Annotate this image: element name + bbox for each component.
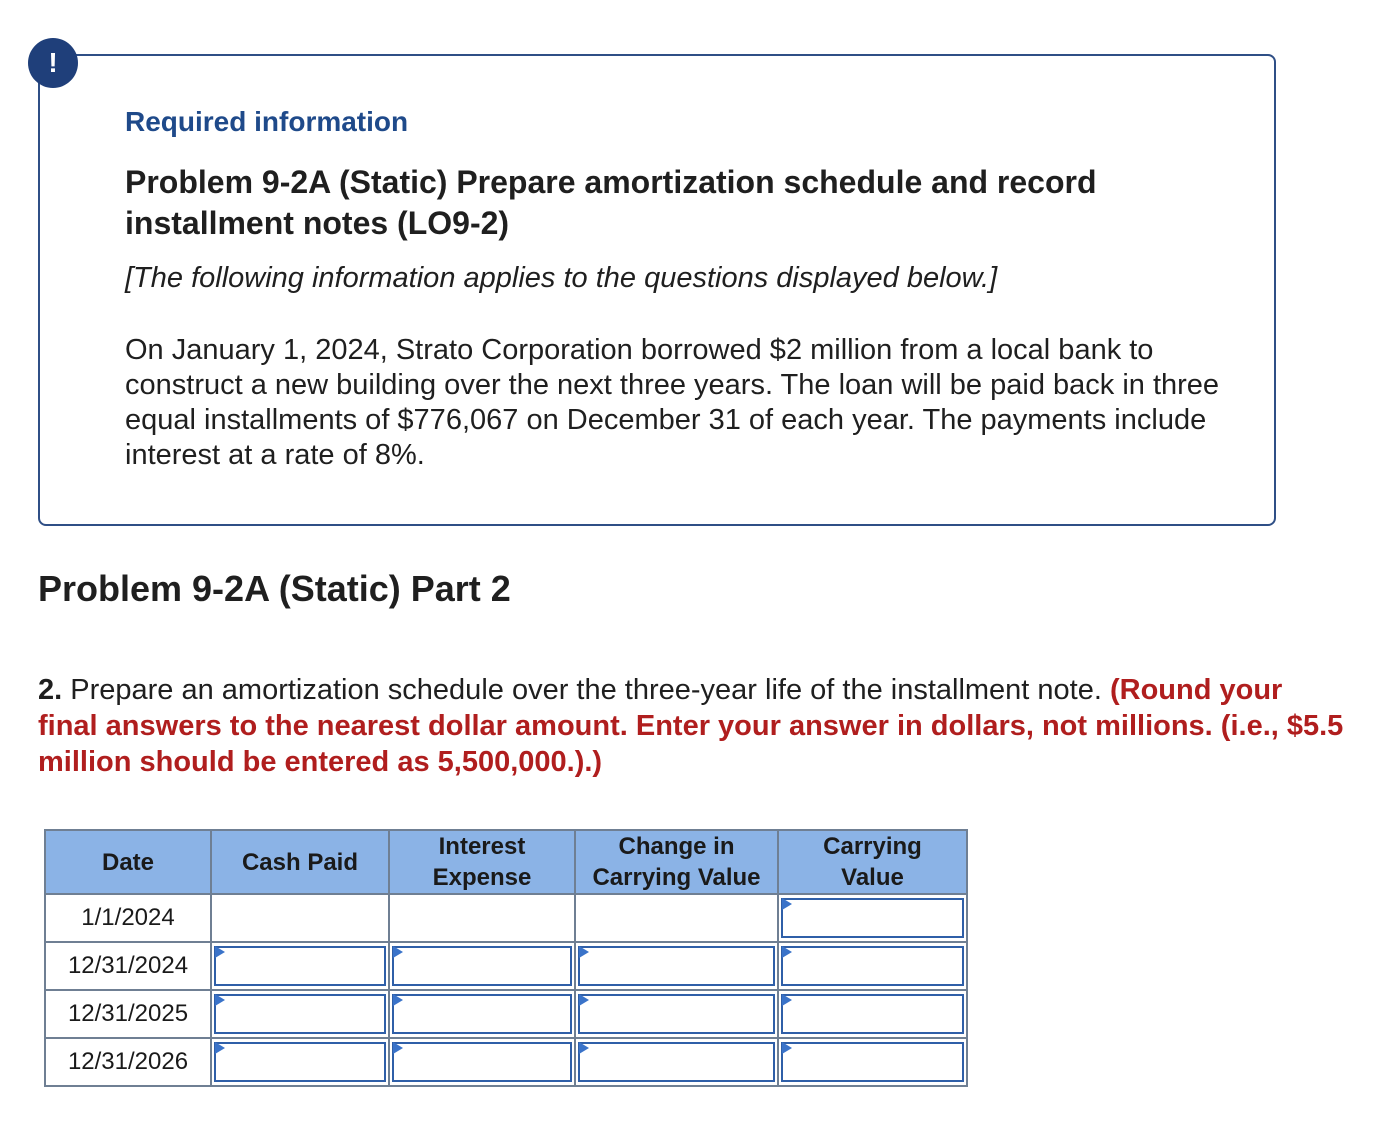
header-interest-line2: Expense [432, 864, 532, 891]
header-cash-paid: Cash Paid [211, 830, 389, 894]
header-date: Date [45, 830, 211, 894]
input-flag-icon [215, 1042, 225, 1054]
scenario-text: On January 1, 2024, Strato Corporation borrowed $2 million from a local bank to construct a new building over the next three years. The loan will be paid back in three equal installments of $776,067 on December 31 of each year. The payments include interest at a rate of 8%. [125, 334, 1220, 471]
interest-expense-cell [389, 1038, 575, 1086]
header-change-line1: Change in [618, 833, 735, 860]
row-date: 12/31/2024 [45, 942, 211, 990]
change-carrying-cell [575, 1038, 778, 1086]
problem-title: Problem 9-2A (Static) Prepare amortization schedule and record installment notes (LO9-2) [125, 164, 1097, 241]
input-flag-icon [579, 994, 589, 1006]
part-heading: Problem 9-2A (Static) Part 2 [38, 568, 511, 609]
carrying-value-cell [778, 1038, 967, 1086]
alert-exclamation-icon [28, 38, 78, 88]
table-row [45, 942, 967, 990]
interest-expense-input-2026[interactable] [392, 1042, 572, 1082]
required-information-label: Required information [125, 106, 409, 137]
row-date: 1/1/2024 [45, 894, 211, 942]
input-flag-icon [215, 994, 225, 1006]
header-change-in-carrying-value [575, 830, 778, 894]
table-header-row [45, 830, 967, 894]
input-flag-icon [579, 946, 589, 958]
interest-expense-cell [389, 990, 575, 1038]
input-flag-icon [393, 946, 403, 958]
cash-paid-input-2026[interactable] [214, 1042, 386, 1082]
row-date: 12/31/2025 [45, 990, 211, 1038]
input-flag-icon [393, 1042, 403, 1054]
header-change-line2: Carrying Value [592, 864, 761, 891]
carrying-value-input-2024-01-01[interactable] [781, 898, 964, 938]
change-carrying-cell [575, 942, 778, 990]
table-row [45, 894, 967, 942]
header-carrying-line1: Carrying [823, 833, 922, 860]
cash-paid-input-2025[interactable] [214, 994, 386, 1034]
table-row [45, 1038, 967, 1086]
following-information-note: [The following information applies to the questions displayed below.] [125, 262, 998, 294]
question-body: Prepare an amortization schedule over the three-year life of the installment note. [62, 674, 1110, 706]
change-carrying-input-2026[interactable] [578, 1042, 775, 1082]
carrying-value-cell [778, 894, 967, 942]
input-flag-icon [579, 1042, 589, 1054]
input-flag-icon [782, 1042, 792, 1054]
change-carrying-cell [575, 990, 778, 1038]
header-interest-expense [389, 830, 575, 894]
carrying-value-cell [778, 942, 967, 990]
header-interest-line1: Interest [438, 833, 526, 860]
carrying-value-input-2025[interactable] [781, 994, 964, 1034]
input-flag-icon [782, 946, 792, 958]
change-carrying-input-2024[interactable] [578, 946, 775, 986]
empty-cell [389, 894, 575, 942]
table-row [45, 990, 967, 1038]
header-carrying-line2: Value [841, 864, 904, 891]
input-flag-icon [393, 994, 403, 1006]
change-carrying-input-2025[interactable] [578, 994, 775, 1034]
interest-expense-input-2024[interactable] [392, 946, 572, 986]
amortization-schedule-table [44, 829, 968, 1087]
empty-cell [575, 894, 778, 942]
empty-cell [211, 894, 389, 942]
carrying-value-cell [778, 990, 967, 1038]
question-text [38, 672, 1348, 780]
carrying-value-input-2026[interactable] [781, 1042, 964, 1082]
interest-expense-cell [389, 942, 575, 990]
cash-paid-cell [211, 1038, 389, 1086]
header-carrying-value [778, 830, 967, 894]
row-date: 12/31/2026 [45, 1038, 211, 1086]
rounding-instruction: (Round your final answers to the nearest dollar amount. Enter your answer in dollars, not millions. (i.e., $5.5 million should be entered as 5,500,000.).) [38, 674, 1344, 778]
cash-paid-cell [211, 942, 389, 990]
input-flag-icon [782, 898, 792, 910]
exclamation-icon: ! [48, 47, 58, 78]
input-flag-icon [782, 994, 792, 1006]
cash-paid-input-2024[interactable] [214, 946, 386, 986]
cash-paid-cell [211, 990, 389, 1038]
carrying-value-input-2024[interactable] [781, 946, 964, 986]
interest-expense-input-2025[interactable] [392, 994, 572, 1034]
input-flag-icon [215, 946, 225, 958]
question-number: 2. [38, 674, 63, 706]
